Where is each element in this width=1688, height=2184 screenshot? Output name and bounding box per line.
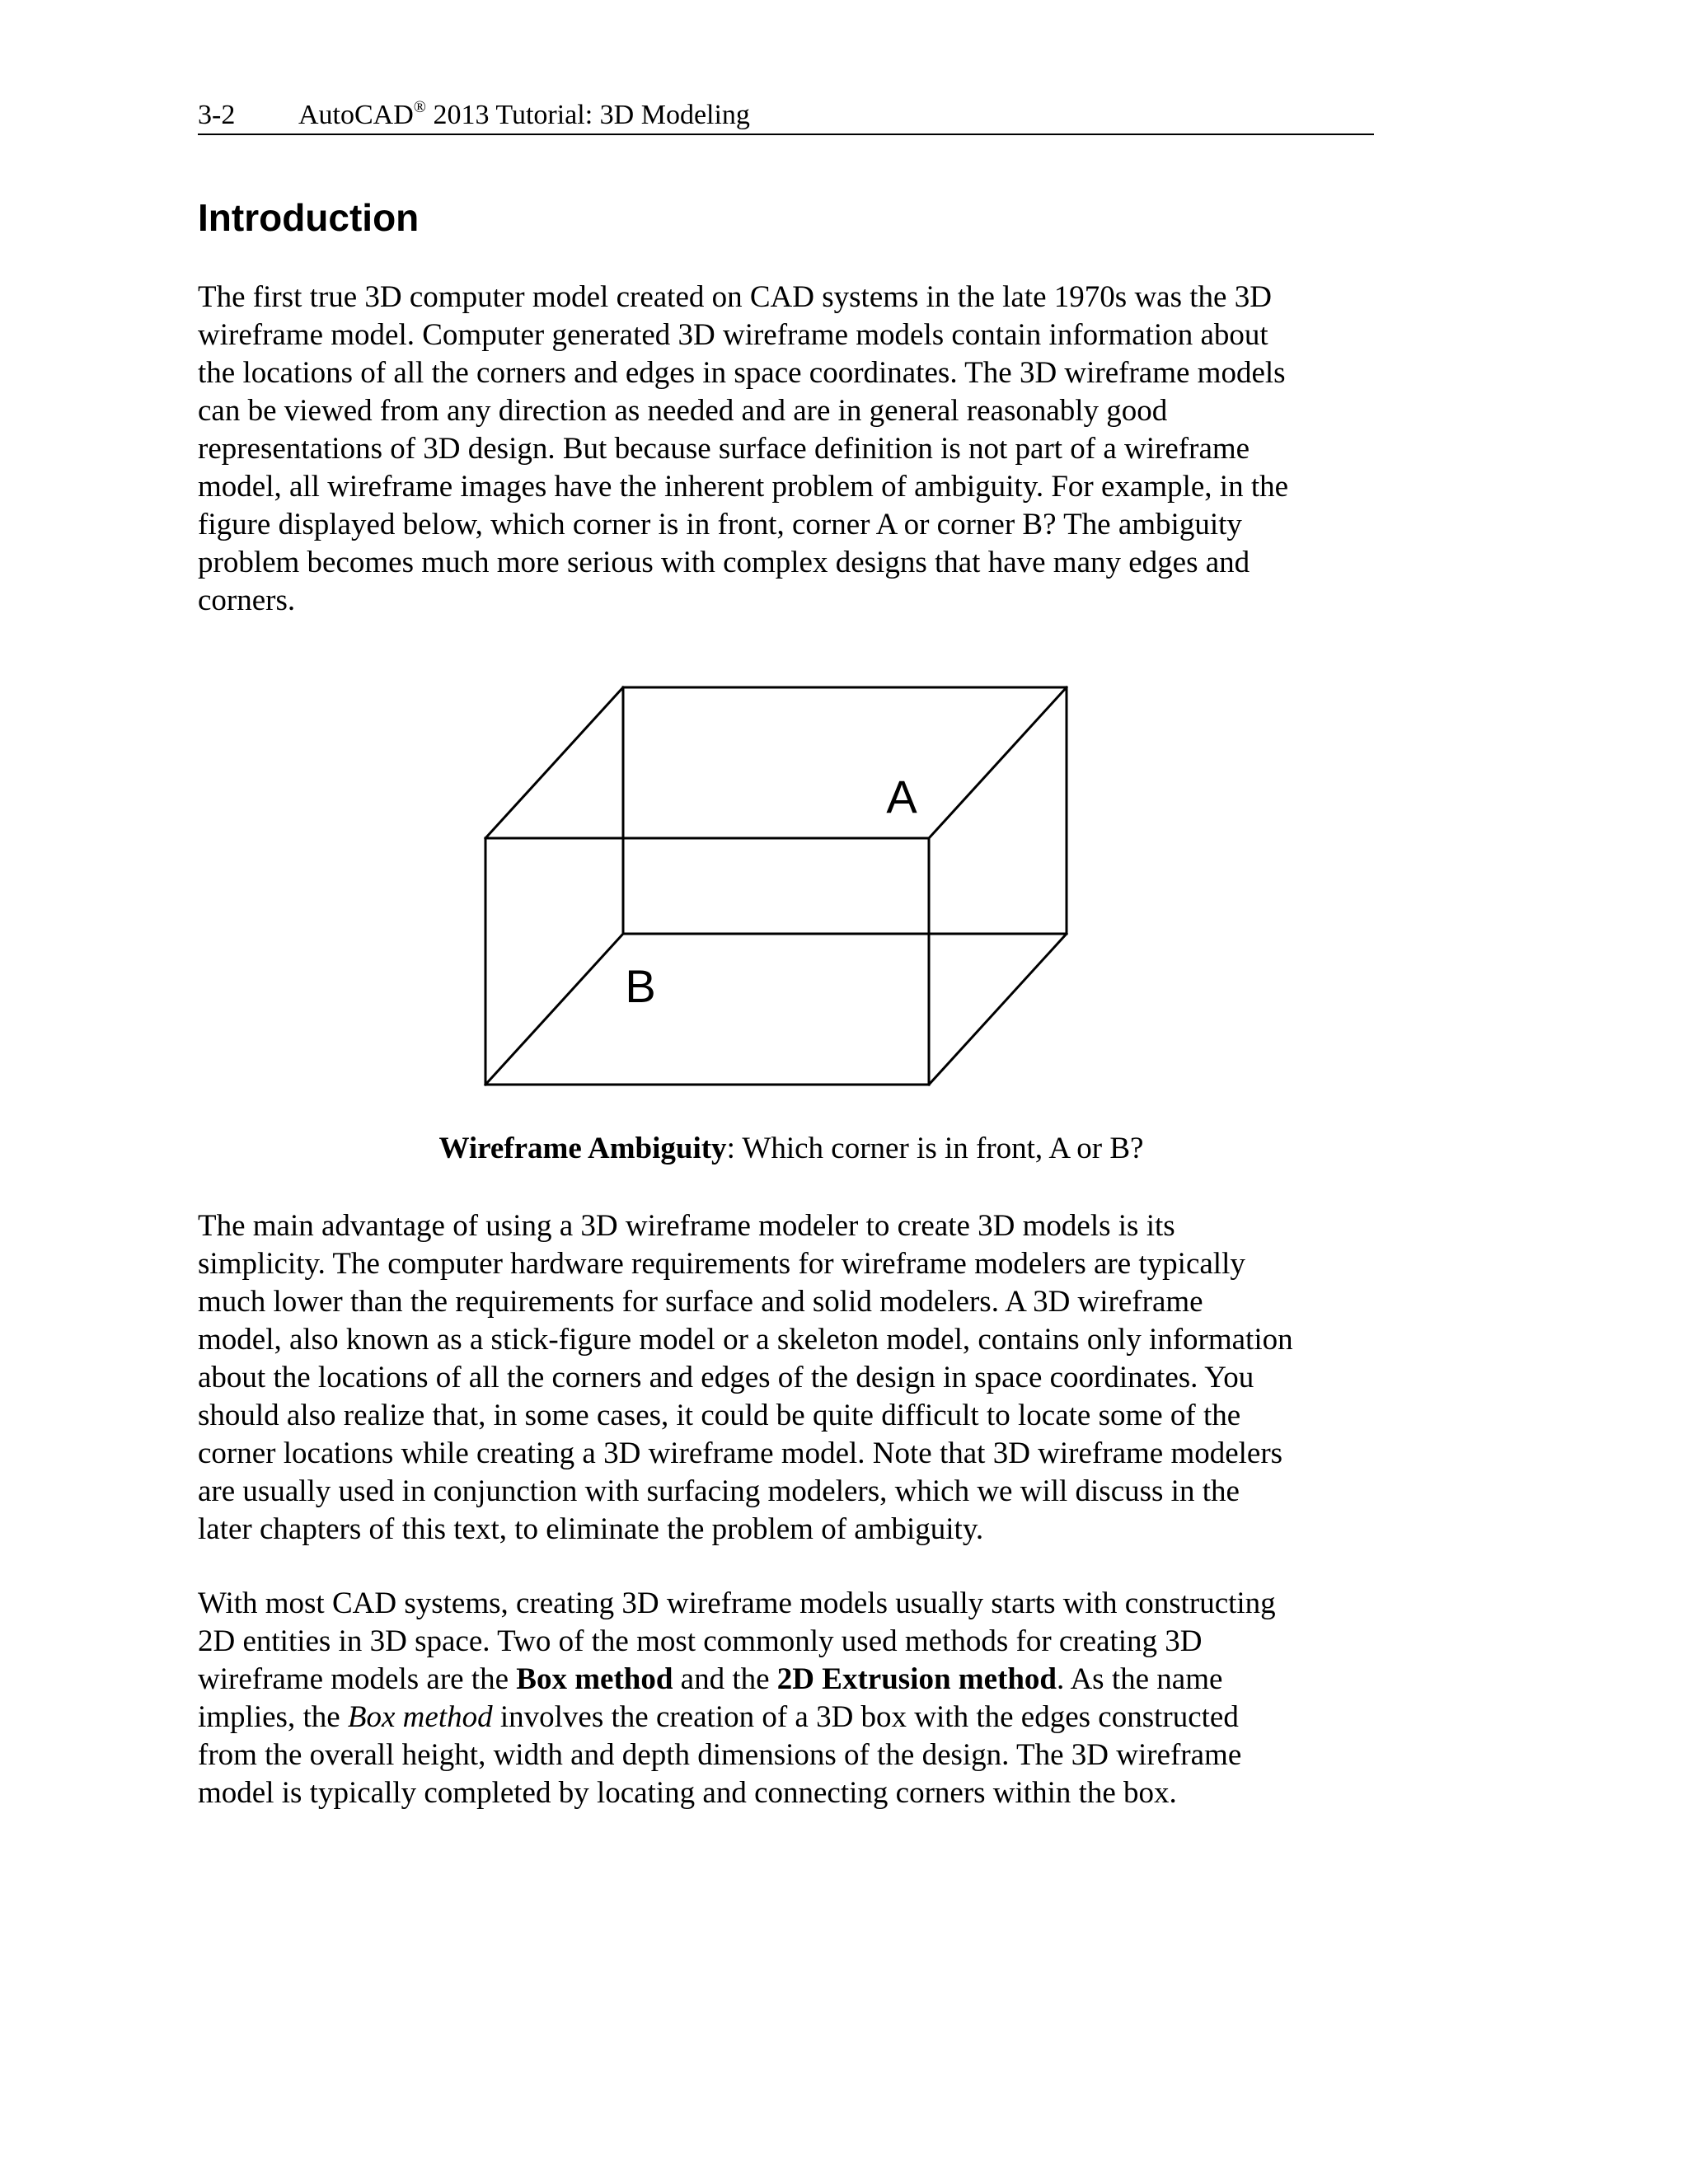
paragraph-line: about the locations of all the corners and edges of the design in space coordinates. You [198, 1361, 1254, 1394]
paragraph-line: model, all wireframe images have the inherent problem of ambiguity. For example, in the [198, 470, 1289, 504]
section-heading: Introduction [198, 196, 420, 239]
paragraph-line: from the overall height, width and depth dimensions of the design. The 3D wireframe [198, 1738, 1242, 1772]
paragraph-line: model is typically completed by locating and connecting corners within the box. [198, 1776, 1177, 1810]
corner-label-b: B [625, 960, 656, 1012]
registered-mark: ® [413, 98, 426, 116]
paragraph-line: implies, the Box method involves the creation of a 3D box with the edges constructed [198, 1700, 1239, 1734]
advantage-paragraph [198, 1207, 1385, 1549]
paragraph-line: The first true 3D computer model created on CAD systems in the late 1970s was the 3D [198, 280, 1272, 314]
corner-label-a: A [886, 771, 917, 823]
top-right-edge [929, 687, 1067, 838]
page-number: 3-2 [198, 100, 236, 130]
box-method-italic: Box method [347, 1700, 493, 1734]
methods-paragraph [198, 1585, 1385, 1812]
header-title: AutoCAD® 2013 Tutorial: 3D Modeling [298, 98, 750, 130]
paragraph-line: wireframe models are the Box method and the 2D Extrusion method. As the name [198, 1662, 1223, 1696]
paragraph-line: 2D entities in 3D space. Two of the most commonly used methods for creating 3D [198, 1624, 1203, 1658]
box-method-term: Box method [516, 1662, 673, 1696]
extrusion-method-term: 2D Extrusion method [776, 1662, 1057, 1696]
paragraph-line: problem becomes much more serious with complex designs that have many edges and [198, 546, 1250, 579]
caption-title: Wireframe Ambiguity [438, 1132, 727, 1165]
paragraph-line: should also realize that, in some cases, it could be quite difficult to locate some of the [198, 1399, 1241, 1432]
paragraph-line: later chapters of this text, to eliminate the problem of ambiguity. [198, 1512, 984, 1546]
intro-paragraph [198, 279, 1385, 620]
paragraph-line: With most CAD systems, creating 3D wireframe models usually starts with constructing [198, 1586, 1276, 1620]
paragraph-line: can be viewed from any direction as needed and are in general reasonably good [198, 394, 1168, 428]
paragraph-line: representations of 3D design. But because surface definition is not part of a wireframe [198, 432, 1250, 466]
paragraph-line: wireframe model. Computer generated 3D wireframe models contain information about [198, 318, 1268, 352]
paragraph-line: are usually used in conjunction with surfacing modelers, which we will discuss in the [198, 1474, 1240, 1508]
bottom-right-edge [929, 934, 1067, 1085]
caption-text: : Which corner is in front, A or B? [726, 1132, 1144, 1165]
front-face [485, 838, 929, 1085]
figure-caption [198, 1130, 1385, 1168]
paragraph-line: the locations of all the corners and edges in space coordinates. The 3D wireframe models [198, 356, 1286, 390]
paragraph-line: simplicity. The computer hardware requirements for wireframe modelers are typically [198, 1247, 1245, 1281]
paragraph-line: The main advantage of using a 3D wireframe modeler to create 3D models is its [198, 1209, 1175, 1243]
wireframe-figure [478, 681, 1080, 1101]
running-header [198, 97, 1374, 135]
paragraph-line: corners. [198, 583, 296, 617]
bottom-left-edge [485, 934, 623, 1085]
paragraph-line: figure displayed below, which corner is in front, corner A or corner B? The ambiguity [198, 508, 1242, 541]
back-face [623, 687, 1067, 934]
top-left-edge [485, 687, 623, 838]
paragraph-line: model, also known as a stick-figure model or a skeleton model, contains only information [198, 1323, 1293, 1357]
paragraph-line: much lower than the requirements for surface and solid modelers. A 3D wireframe [198, 1285, 1203, 1319]
paragraph-line: corner locations while creating a 3D wireframe model. Note that 3D wireframe modelers [198, 1436, 1283, 1470]
